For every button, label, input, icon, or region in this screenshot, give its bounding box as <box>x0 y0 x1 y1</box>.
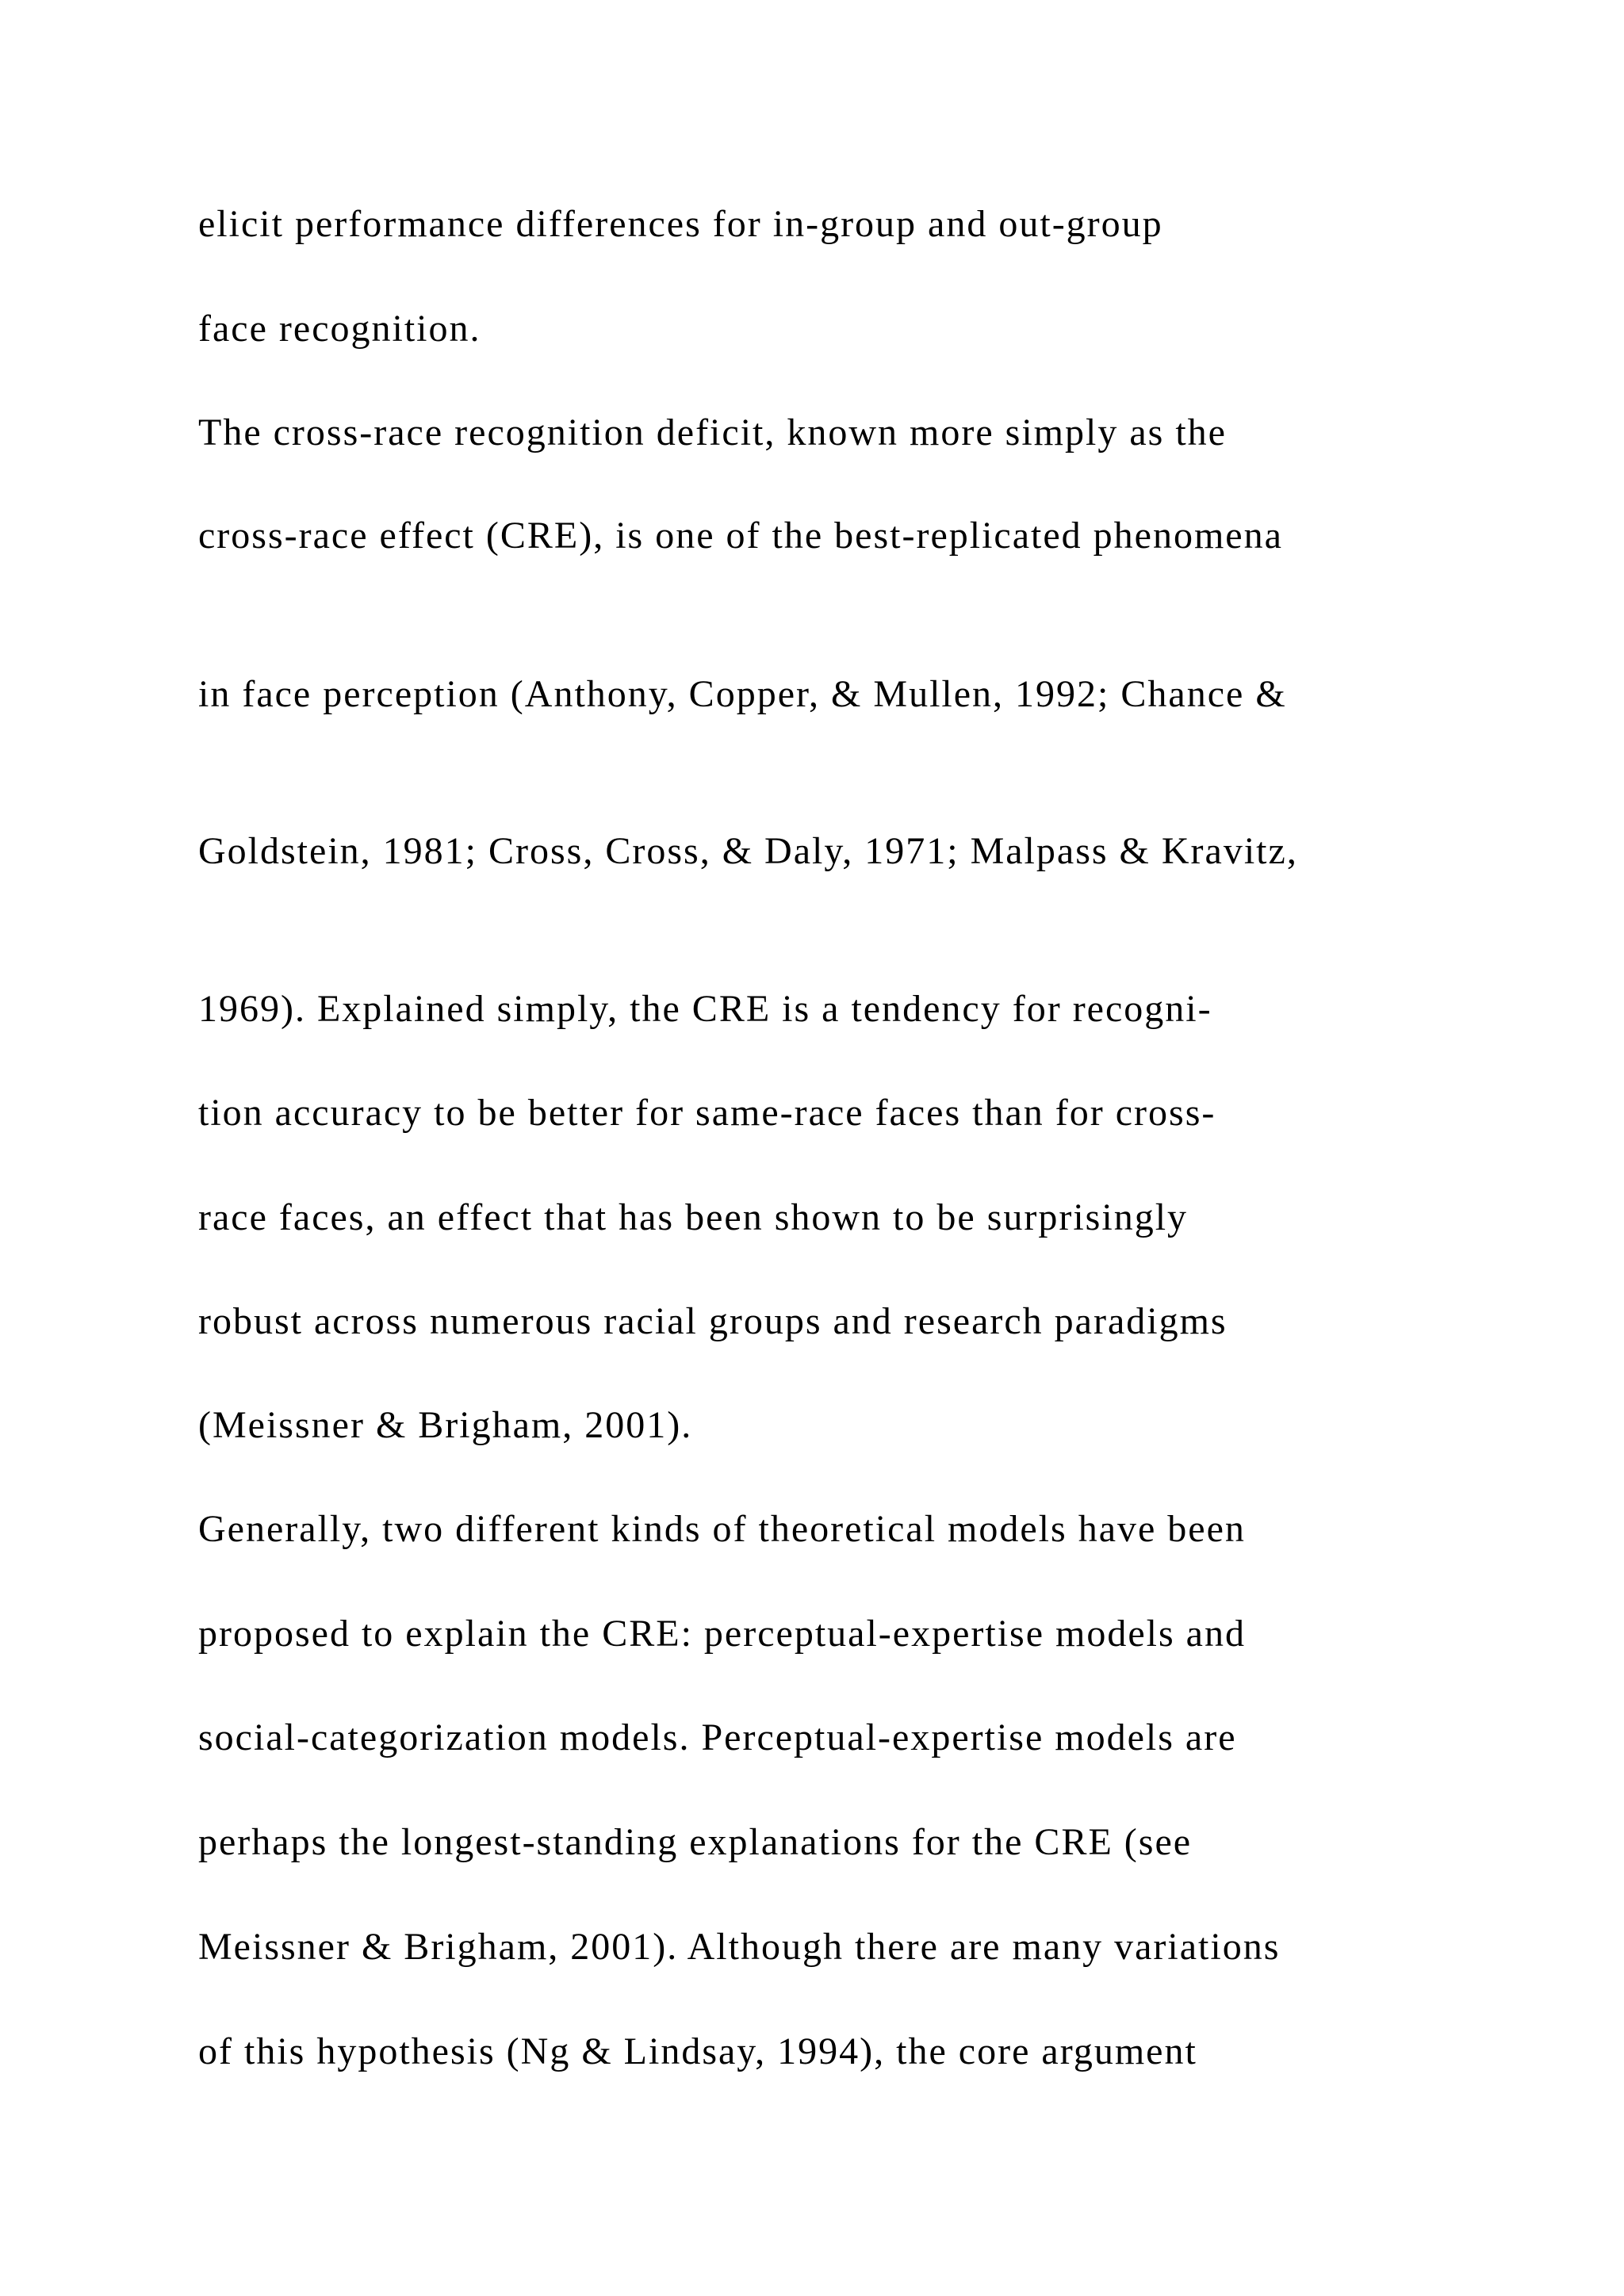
text-line: social-categorization models. Perceptual-expertise models are <box>198 1716 1237 1758</box>
text-line: elicit performance differences for in-group and out-group <box>198 203 1163 245</box>
text-line: Generally, two different kinds of theoretical models have been <box>198 1508 1246 1550</box>
text-line: race faces, an effect that has been shown to be surprisingly <box>198 1196 1189 1238</box>
text-line: 1969). Explained simply, the CRE is a tendency for recogni- <box>198 988 1212 1030</box>
text-line: of this hypothesis (Ng & Lindsay, 1994), the core argument <box>198 2030 1197 2072</box>
text-line: Goldstein, 1981; Cross, Cross, & Daly, 1971; Malpass & Kravitz, <box>198 830 1298 872</box>
text-line: proposed to explain the CRE: perceptual-expertise models and <box>198 1613 1246 1655</box>
text-line: (Meissner & Brigham, 2001). <box>198 1404 693 1446</box>
text-line: Meissner & Brigham, 2001). Although there are many variations <box>198 1926 1281 1968</box>
text-line: robust across numerous racial groups and research paradigms <box>198 1300 1228 1342</box>
text-line: tion accuracy to be better for same-race faces than for cross- <box>198 1092 1216 1134</box>
text-line: perhaps the longest-standing explanations for the CRE (see <box>198 1821 1193 1863</box>
text-line: face recognition. <box>198 308 481 350</box>
text-line: in face perception (Anthony, Copper, & Mullen, 1992; Chance & <box>198 673 1287 715</box>
text-line: The cross-race recognition deficit, known more simply as the <box>198 411 1227 453</box>
text-line: cross-race effect (CRE), is one of the best-replicated phenomena <box>198 515 1283 557</box>
